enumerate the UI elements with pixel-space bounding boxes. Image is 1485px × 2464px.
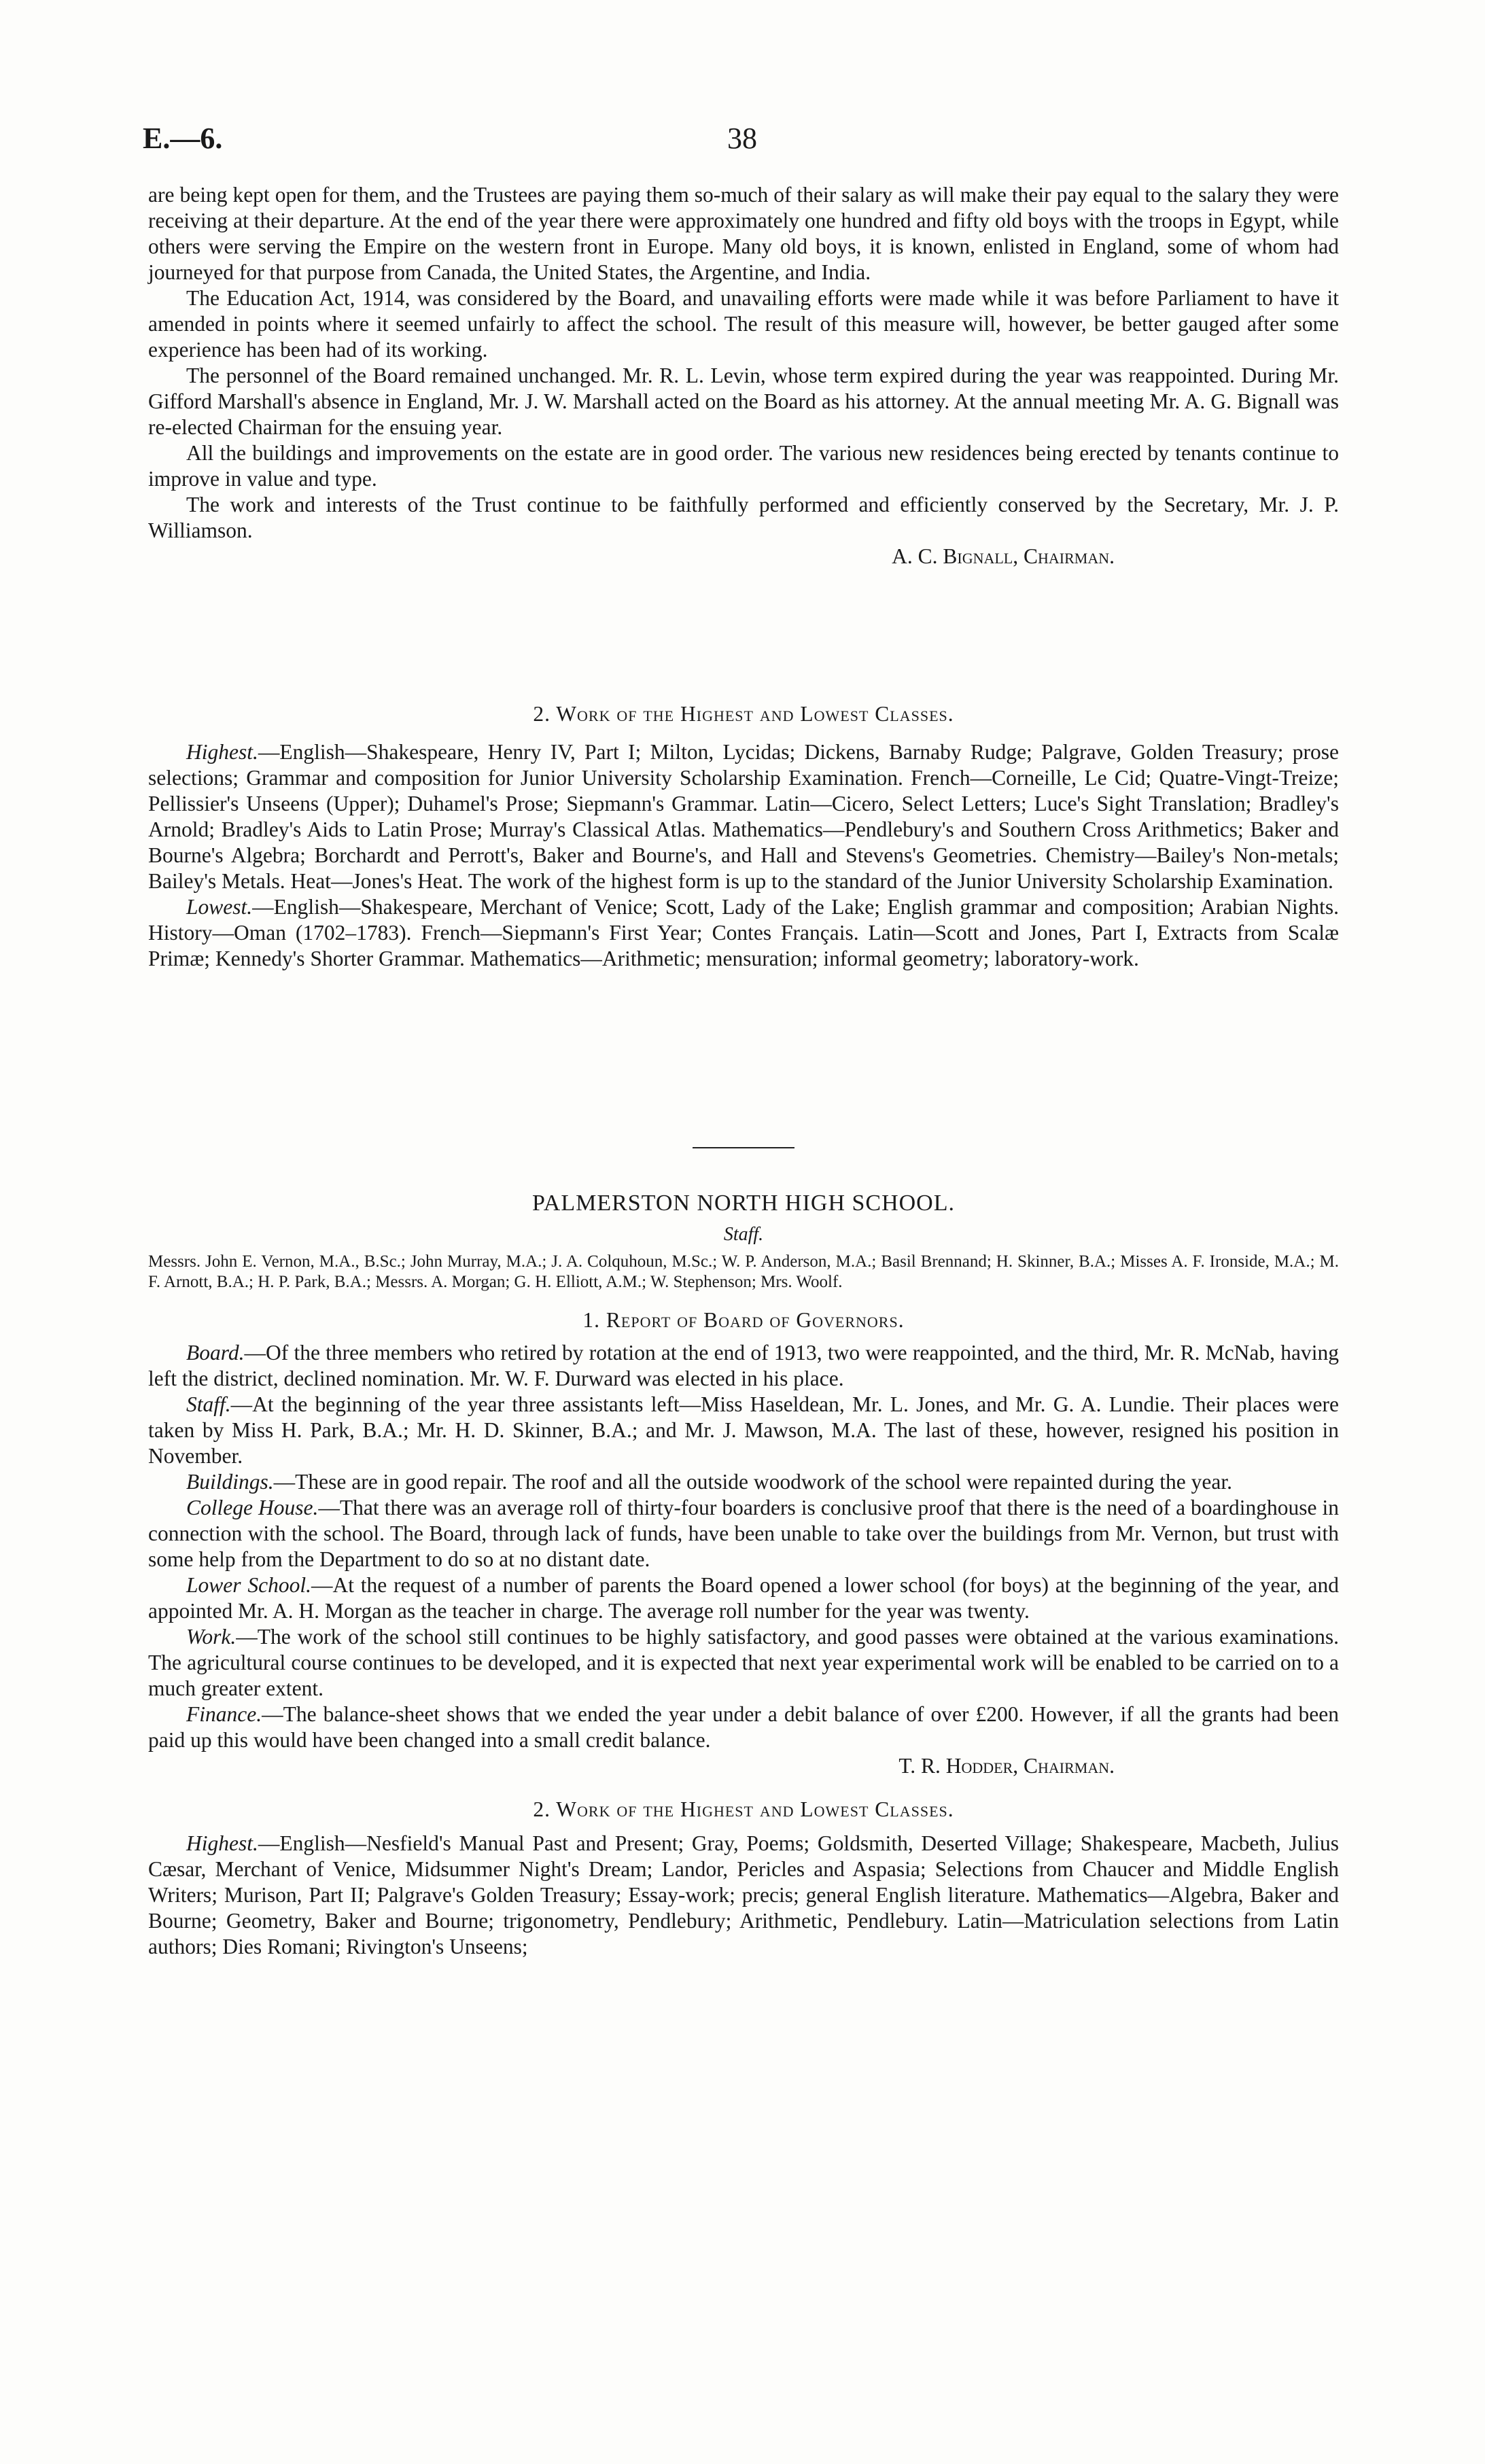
paragraph: All the buildings and improvements on the estate are in good order. The various new residences being erected by tenants continue to improve in value and type.	[148, 441, 1339, 491]
item-label: College House.	[186, 1496, 319, 1519]
label-highest: Highest.	[186, 1831, 258, 1855]
paragraph: The work and interests of the Trust continue to be faithfully performed and efficiently conserved by the Secretary, Mr. J. P. Williamson.	[148, 493, 1339, 542]
chairman-signature: A. C. Bignall, Chairman.	[892, 544, 1115, 568]
highest-text: —English—Shakespeare, Henry IV, Part I; Milton, Lycidas; Dickens, Barnaby Rudge; Palgrave, Golden Treasury; prose selections; Grammar and composition for Junior University Scholarship Examination. French—Corneille, Le Cid; Quatre-Vingt-Treize; Pellissier's Unseens (Upper); Duhamel's Prose; Siepmann's Grammar. Latin—Cicero, Select Letters; Luce's Sight Translation; Bradley's Arnold; Bradley's Aids to Latin Prose; Murray's Classical Atlas. Mathematics—Pendlebury's and Southern Cross Arithmetics; Baker and Bourne's Algebra; Borchardt and Perrott's, Baker and Bourne's, and Hall and Stevens's Geometries. Chemistry—Bailey's Non-metals; Bailey's Metals. Heat—Jones's Heat. The work of the highest form is up to the standard of the Junior University Scholarship Examination.	[148, 740, 1339, 893]
report-item-buildings	[148, 1469, 1339, 1495]
item-label: Board.	[186, 1341, 245, 1365]
work-heading: 2. Work of the Highest and Lowest Classes.	[533, 1797, 954, 1821]
school-title: PALMERSTON NORTH HIGH SCHOOL.	[531, 1191, 956, 1216]
report-items	[148, 1340, 1339, 1753]
trust-report-section	[148, 182, 1339, 569]
section-divider	[693, 1147, 794, 1148]
item-text: —The balance-sheet shows that we ended the year under a debit balance of over £200. However, if all the grants had been paid up this would have been changed into a small credit balance.	[148, 1702, 1339, 1752]
work-classes-section	[148, 701, 1339, 972]
report-item-staff	[148, 1392, 1339, 1469]
lowest-text: —English—Shakespeare, Merchant of Venice; Scott, Lady of the Lake; English grammar and composition; Arabian Nights. History—Oman (1702–1783). French—Siepmann's First Year; Contes Français. Latin—Scott and Jones, Part I, Extracts from Scalæ Primæ; Kennedy's Shorter Grammar. Mathematics—Arithmetic; mensuration; informal geometry; laboratory-work.	[148, 895, 1339, 970]
item-label: Lower School.	[186, 1573, 311, 1597]
report-item-work	[148, 1624, 1339, 1702]
report-item-finance	[148, 1702, 1339, 1753]
item-text: —Of the three members who retired by rotation at the end of 1913, two were reappointed, and the third, Mr. R. McNab, having left the district, declined nomination. Mr. W. F. Durward was elected in his place.	[148, 1341, 1339, 1390]
item-label: Buildings.	[186, 1470, 274, 1494]
chairman-signature: T. R. Hodder, Chairman.	[898, 1754, 1115, 1778]
staff-list: Messrs. John E. Vernon, M.A., B.Sc.; John Murray, M.A.; J. A. Colquhoun, M.Sc.; W. P. Anderson, M.A.; Basil Brennand; H. Skinner, B.A.; Misses A. F. Ironside, M.A.; M. F. Arnott, B.A.; H. P. Park, B.A.; Messrs. A. Morgan; G. H. Elliott, A.M.; W. Stephenson; Mrs. Woolf.	[148, 1252, 1339, 1291]
paragraph: The Education Act, 1914, was considered by the Board, and unavailing efforts were made while it was before Parliament to have it amended in points where it seemed unfairly to affect the school. The result of this measure will, however, be better gauged after some experience has been had of its working.	[148, 286, 1339, 362]
highest-classes-paragraph	[148, 1831, 1339, 1960]
item-text: —The work of the school still continues to be highly satisfactory, and good passes were obtained at the various examinations. The agricultural course continues to be developed, and it is expected that next year experimental work will be enabled to be carried on to a much greater extent.	[148, 1625, 1339, 1700]
highest-classes-paragraph	[148, 739, 1339, 894]
section-heading: 2. Work of the Highest and Lowest Classes.	[533, 702, 954, 726]
palmerston-north-section	[148, 1191, 1339, 1960]
item-label: Finance.	[186, 1702, 262, 1726]
section-divider-wrap	[148, 1147, 1339, 1148]
item-label: Staff.	[186, 1392, 231, 1416]
paragraph: are being kept open for them, and the Trustees are paying them so-much of their salary as will make their pay equal to the salary they were receiving at their departure. At the end of the year there were approximately one hundred and fifty old boys with the troops in Egypt, while others were serving the Empire on the western front in Europe. Many old boys, it is known, enlisted in England, some of whom had journeyed for that purpose from Canada, the United States, the Argentine, and India.	[148, 183, 1339, 284]
item-label: Work.	[186, 1625, 237, 1649]
report-heading: 1. Report of Board of Governors.	[582, 1308, 905, 1332]
lowest-classes-paragraph	[148, 894, 1339, 972]
item-text: —These are in good repair. The roof and all the outside woodwork of the school were repainted during the year.	[273, 1470, 1232, 1494]
report-reference: E.—6.	[143, 122, 223, 155]
item-text: —At the request of a number of parents the Board opened a lower school (for boys) at the beginning of the year, and appointed Mr. A. H. Morgan as the teacher in charge. The average roll number for the year was twenty.	[148, 1573, 1339, 1623]
report-item-college-house	[148, 1495, 1339, 1572]
report-item-lower-school	[148, 1572, 1339, 1624]
label-lowest: Lowest.	[186, 895, 253, 919]
label-highest: Highest.	[186, 740, 258, 764]
staff-heading: Staff.	[723, 1224, 764, 1245]
report-item-board	[148, 1340, 1339, 1392]
page-number: 38	[727, 122, 757, 155]
item-text: —At the beginning of the year three assistants left—Miss Haseldean, Mr. L. Jones, and Mr. G. A. Lundie. Their places were taken by Miss H. Park, B.A.; Mr. H. D. Skinner, B.A.; and Mr. J. Mawson, M.A. The last of these, however, resigned his position in November.	[148, 1392, 1339, 1468]
paragraph: The personnel of the Board remained unchanged. Mr. R. L. Levin, whose term expired during the year was reappointed. During Mr. Gifford Marshall's absence in England, Mr. J. W. Marshall acted on the Board as his attorney. At the annual meeting Mr. A. G. Bignall was re-elected Chairman for the ensuing year.	[148, 364, 1339, 439]
item-text: —That there was an average roll of thirty-four boarders is conclusive proof that there is the need of a boardinghouse in connection with the school. The Board, through lack of funds, have been unable to take over the buildings from Mr. Vernon, but trust with some help from the Department to do so at no distant date.	[148, 1496, 1340, 1571]
highest-text: —English—Nesfield's Manual Past and Present; Gray, Poems; Goldsmith, Deserted Village; Shakespeare, Macbeth, Julius Cæsar, Merchant of Venice, Midsummer Night's Dream; Landor, Pericles and Aspasia; Selections from Chaucer and Middle English Writers; Murison, Part II; Palgrave's Golden Treasury; Essay-work; precis; general English literature. Mathematics—Algebra, Baker and Bourne; Geometry, Baker and Bourne; trigonometry, Pendlebury; Arithmetic, Pendlebury. Latin—Matriculation selections from Latin authors; Dies Romani; Rivington's Unseens;	[148, 1831, 1339, 1958]
